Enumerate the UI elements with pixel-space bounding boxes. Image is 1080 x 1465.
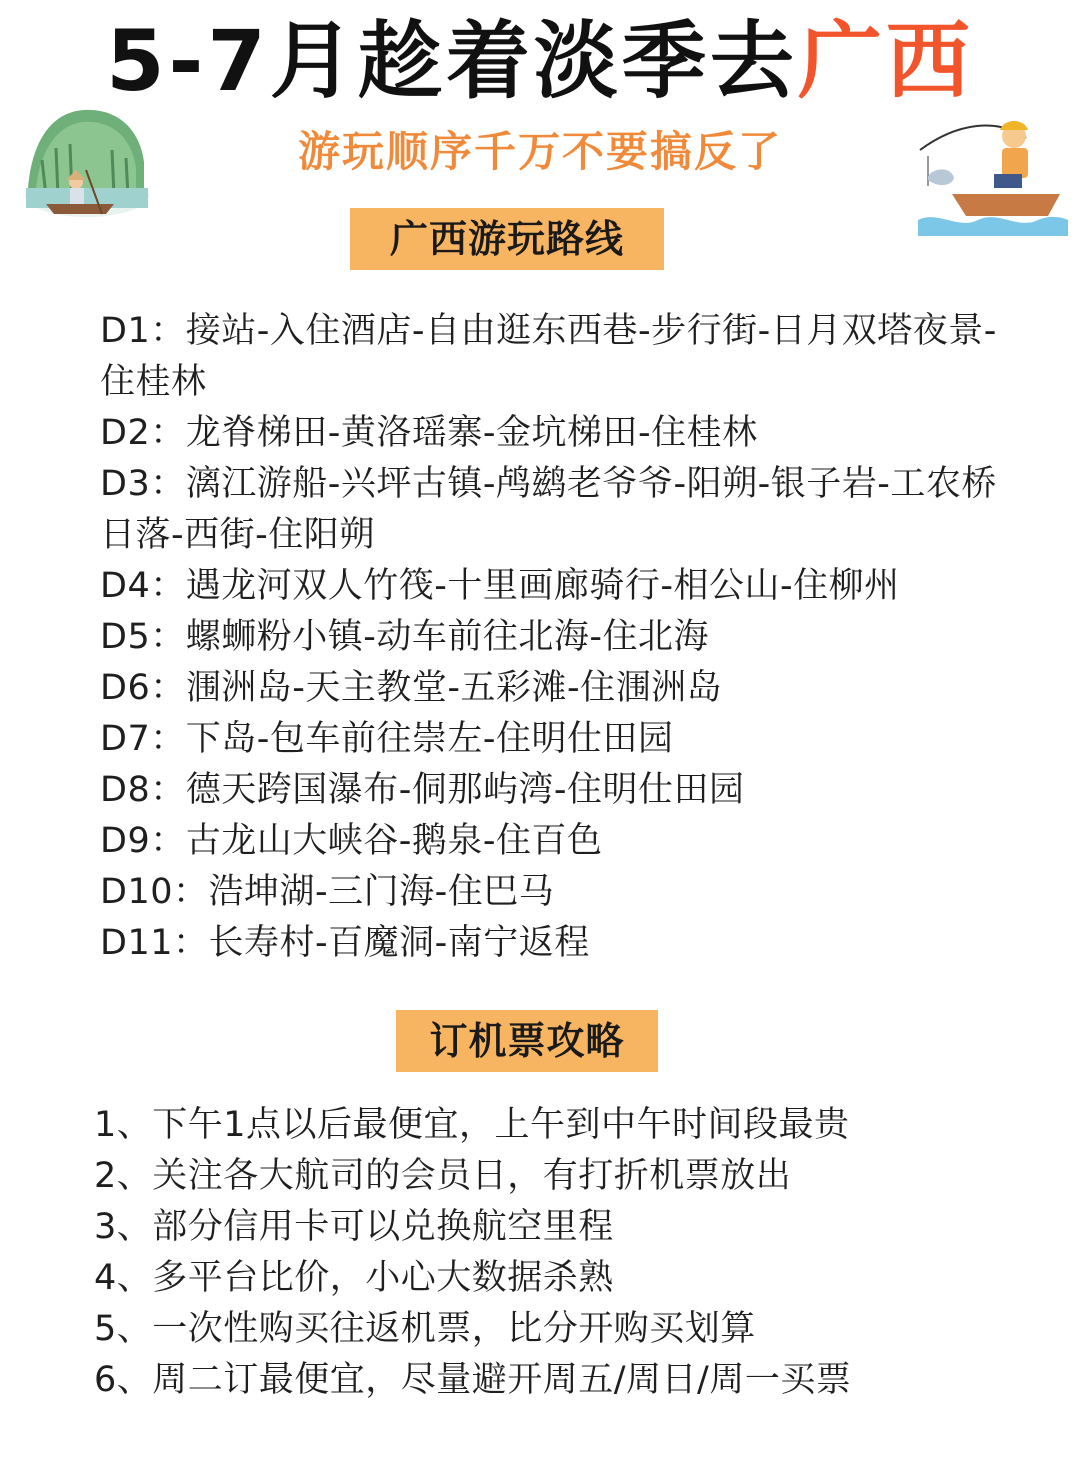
route-day-item: D11：长寿村-百魔洞-南宁返程 bbox=[100, 923, 590, 963]
ticket-tip-item: 2、关注各大航司的会员日，有打折机票放出 bbox=[94, 1156, 792, 1196]
page-subtitle: 游玩顺序千万不要搞反了 bbox=[297, 127, 782, 176]
route-day-item: D4：遇龙河双人竹筏-十里画廊骑行-相公山-住柳州 bbox=[100, 566, 900, 606]
route-day-list bbox=[100, 306, 1020, 969]
route-day-item: D10：浩坤湖-三门海-住巴马 bbox=[100, 872, 555, 912]
fisherman-boat-illustration-icon bbox=[918, 116, 1068, 236]
ticket-tip-item: 6、周二订最便宜，尽量避开周五/周日/周一买票 bbox=[94, 1360, 852, 1400]
route-day-item: D5：螺蛳粉小镇-动车前往北海-住北海 bbox=[100, 617, 709, 657]
route-section-tag: 广西游玩路线 bbox=[350, 208, 664, 270]
ticket-tip-item: 1、下午1点以后最便宜，上午到中午时间段最贵 bbox=[94, 1105, 850, 1145]
route-day-item: D8：德天跨国瀑布-侗那屿湾-住明仕田园 bbox=[100, 770, 745, 810]
ticket-tip-item: 5、一次性购买往返机票，比分开购买划算 bbox=[94, 1309, 756, 1349]
title-accent: 广西 bbox=[797, 12, 974, 110]
route-day-item: D6：涠洲岛-天主教堂-五彩滩-住涠洲岛 bbox=[100, 668, 723, 708]
route-day-item: D9：古龙山大峡谷-鹅泉-住百色 bbox=[100, 821, 603, 861]
ticket-tip-item: 4、多平台比价，小心大数据杀熟 bbox=[94, 1258, 614, 1298]
karst-boat-illustration-icon bbox=[22, 100, 152, 220]
route-day-item: D7：下岛-包车前往崇左-住明仕田园 bbox=[100, 719, 674, 759]
page-title bbox=[0, 6, 1080, 116]
route-day-item: D2：龙脊梯田-黄洛瑶寨-金坑梯田-住桂林 bbox=[100, 413, 758, 453]
title-main: 5-7月趁着淡季去 bbox=[106, 12, 798, 110]
ticket-tip-item: 3、部分信用卡可以兑换航空里程 bbox=[94, 1207, 614, 1247]
ticket-tips-list bbox=[94, 1100, 1034, 1406]
ticket-section-tag: 订机票攻略 bbox=[396, 1010, 658, 1072]
route-day-item: D1：接站-入住酒店-自由逛东西巷-步行街-日月双塔夜景-住桂林 bbox=[100, 311, 997, 402]
route-day-item: D3：漓江游船-兴坪古镇-鸬鹚老爷爷-阳朔-银子岩-工农桥日落-西街-住阳朔 bbox=[100, 464, 997, 555]
